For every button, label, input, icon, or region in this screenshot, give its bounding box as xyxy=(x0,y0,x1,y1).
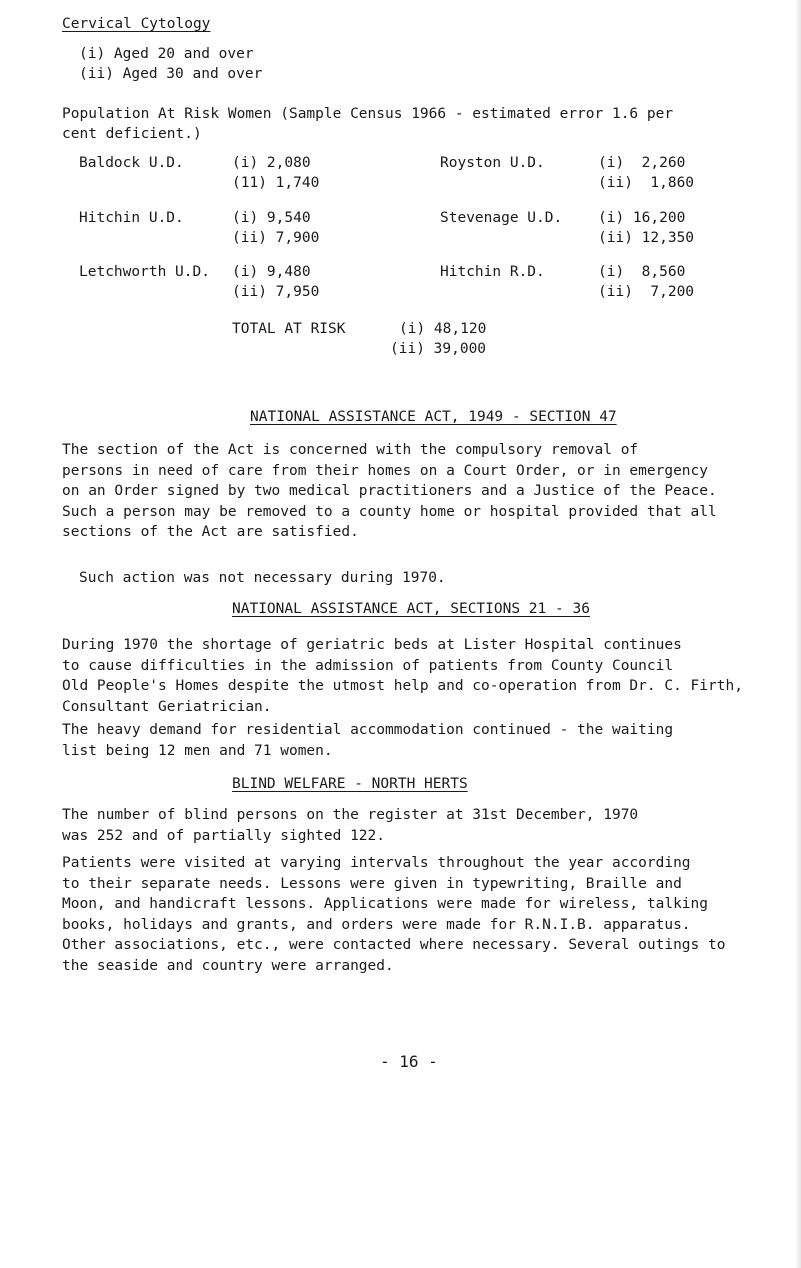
paragraph-line: list being 12 men and 71 women. xyxy=(62,742,333,759)
district-value-i: (i) 8,560 xyxy=(598,264,686,280)
district-value-ii: (11) 1,740 xyxy=(232,175,320,191)
paragraph-line: persons in need of care from their homes on a Court Order, or in emergency xyxy=(62,462,709,479)
paragraph-line: The number of blind persons on the register at 31st December, 1970 xyxy=(62,807,639,823)
district-value-i: (i) 2,080 xyxy=(232,155,311,171)
district-value-ii: (ii) 1,860 xyxy=(598,175,695,191)
paragraph-line: The section of the Act is concerned with the compulsory removal of xyxy=(62,442,639,458)
section-heading: BLIND WELFARE - NORTH HERTS xyxy=(232,776,468,792)
age-group-i: (i) Aged 20 and over xyxy=(79,46,254,62)
district-value-i: (i) 16,200 xyxy=(598,210,686,226)
paragraph-line: to cause difficulties in the admission of patients from County Council xyxy=(62,657,674,674)
paragraph xyxy=(62,635,762,717)
section-heading: NATIONAL ASSISTANCE ACT, 1949 - SECTION 47 xyxy=(250,409,617,425)
district-name: Hitchin R.D. xyxy=(440,264,545,280)
paragraph xyxy=(79,568,779,589)
district-name: Baldock U.D. xyxy=(79,155,184,171)
paragraph-line: Moon, and handicraft lessons. Applications were made for wireless, talking xyxy=(62,896,709,912)
paragraph xyxy=(62,805,762,846)
paragraph xyxy=(62,440,762,543)
district-name: Royston U.D. xyxy=(440,155,545,171)
paragraph xyxy=(62,853,762,976)
paragraph-line: Such action was not necessary during 1970. xyxy=(79,570,446,586)
paragraph-line: The heavy demand for residential accommodation continued - the waiting xyxy=(62,722,674,738)
paragraph-line: sections of the Act are satisfied. xyxy=(62,524,359,540)
paragraph-line: Other associations, etc., were contacted where necessary. Several outings to xyxy=(62,937,726,953)
paragraph xyxy=(62,720,762,761)
paragraph-line: to their separate needs. Lessons were given in typewriting, Braille and xyxy=(62,875,682,892)
total-value-i: (i) 48,120 xyxy=(399,321,487,337)
paragraph-line: was 252 and of partially sighted 122. xyxy=(62,827,386,844)
age-group-ii: (ii) Aged 30 and over xyxy=(79,66,263,82)
district-value-ii: (ii) 7,200 xyxy=(598,284,695,300)
paragraph-line: During 1970 the shortage of geriatric beds at Lister Hospital continues xyxy=(62,637,682,653)
district-name: Stevenage U.D. xyxy=(440,210,563,226)
section-heading: NATIONAL ASSISTANCE ACT, SECTIONS 21 - 36 xyxy=(232,601,590,617)
paragraph-line: Patients were visited at varying intervals throughout the year according xyxy=(62,855,691,871)
paragraph-line: books, holidays and grants, and orders were made for R.N.I.B. apparatus. xyxy=(62,916,691,933)
paragraph-line: on an Order signed by two medical practitioners and a Justice of the Peace. xyxy=(62,483,717,499)
district-value-ii: (ii) 12,350 xyxy=(598,230,695,246)
district-name: Hitchin U.D. xyxy=(79,210,184,226)
district-value-ii: (ii) 7,950 xyxy=(232,284,320,300)
page-edge-shadow xyxy=(795,0,801,1268)
section-title: Cervical Cytology xyxy=(62,16,211,32)
district-name: Letchworth U.D. xyxy=(79,264,210,280)
total-value-ii: (ii) 39,000 xyxy=(390,341,487,357)
paragraph-line: Consultant Geriatrician. xyxy=(62,698,272,715)
population-intro-line1: Population At Risk Women (Sample Census 1966 - estimated error 1.6 per xyxy=(62,106,674,122)
district-value-i: (i) 9,480 xyxy=(232,264,311,280)
page-number: - 16 - xyxy=(380,1052,438,1071)
district-value-i: (i) 2,260 xyxy=(598,155,686,171)
paragraph-line: the seaside and country were arranged. xyxy=(62,957,394,974)
paragraph-line: Old People's Homes despite the utmost help and co-operation from Dr. C. Firth, xyxy=(62,678,743,694)
district-value-i: (i) 9,540 xyxy=(232,210,311,226)
district-value-ii: (ii) 7,900 xyxy=(232,230,320,246)
paragraph-line: Such a person may be removed to a county home or hospital provided that all xyxy=(62,503,717,520)
total-label: TOTAL AT RISK xyxy=(232,321,346,337)
population-intro-line2: cent deficient.) xyxy=(62,126,202,142)
